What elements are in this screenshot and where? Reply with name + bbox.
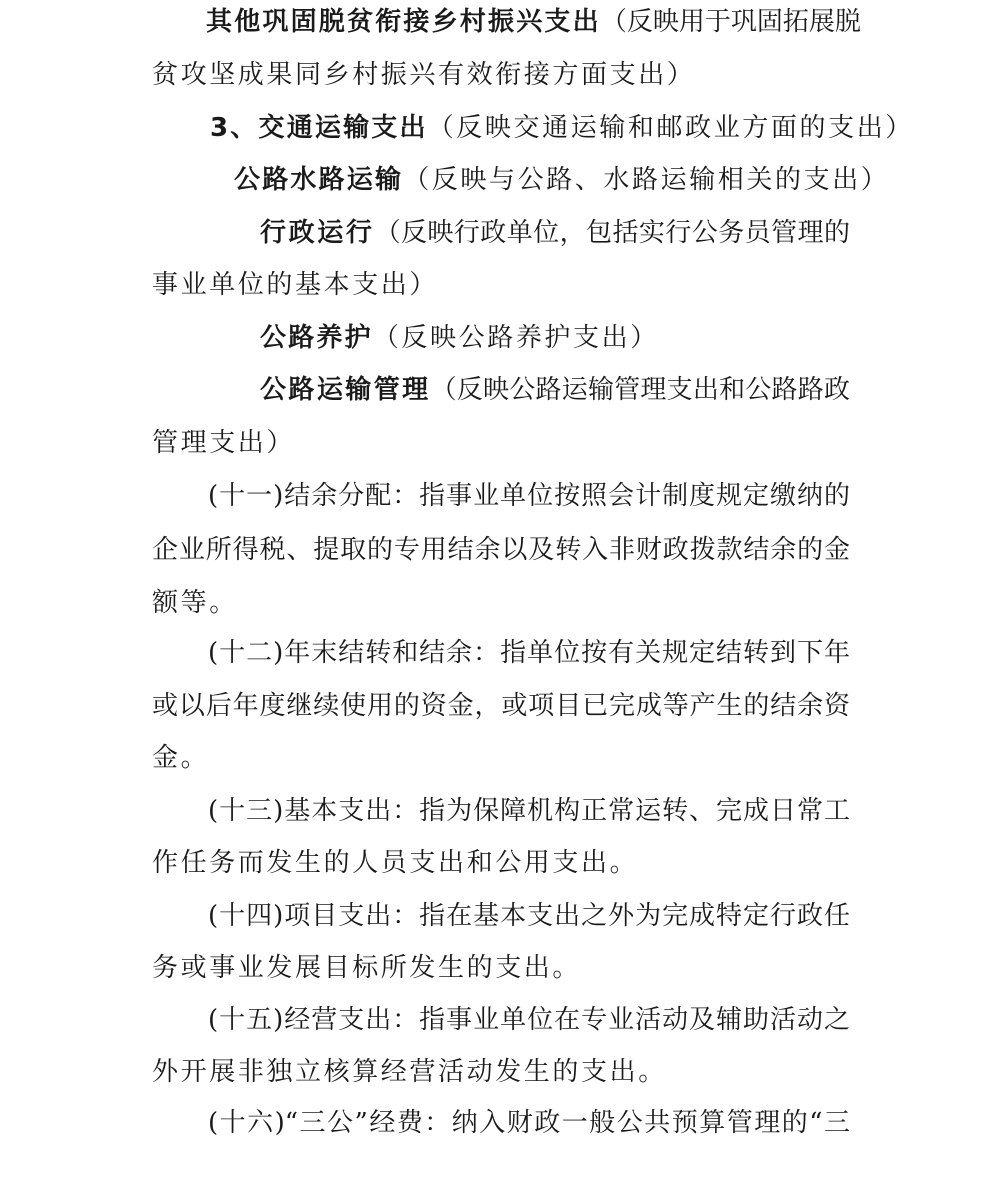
paragraph-line: (十六)“三公”经费：纳入财政一般公共预算管理的“三 [208,1108,850,1138]
paragraph-line: (十三)基本支出：指为保障机构正常运转、完成日常工 [208,796,850,826]
paragraph-line: 作任务而发生的人员支出和公用支出。 [152,848,639,878]
budget-item-continuation: 贫攻坚成果同乡村振兴有效衔接方面支出） [152,60,696,90]
paragraph-line: 企业所得税、提取的专用结余以及转入非财政拨款结余的金 [152,535,850,565]
paragraph-line: (十四)项目支出：指在基本支出之外为完成特定行政任 [208,901,850,931]
budget-item-continuation: 管理支出） [152,428,296,458]
budget-item-line [206,6,861,38]
budget-item-line [210,112,914,144]
budget-item-line [260,374,850,406]
budget-item-description: （反映用于巩固拓展脱 [600,7,861,37]
budget-item-heading: 公路运输管理 [260,375,431,405]
budget-item-line [260,322,659,354]
budget-item-heading: 公路养护 [260,323,373,353]
budget-item-description: （反映行政单位，包括实行公务员管理的 [374,218,850,248]
budget-item-continuation: 事业单位的基本支出） [152,270,439,300]
budget-item-heading: 其他巩固脱贫衔接乡村振兴支出 [206,7,601,37]
budget-item-line [260,217,850,249]
paragraph-line: (十一)结余分配：指事业单位按照会计制度规定缴纳的 [208,481,850,511]
budget-item-description: （反映与公路、水路运输相关的支出） [403,165,890,195]
budget-item-heading: 3、交通运输支出 [210,113,428,143]
paragraph-line: 务或事业发展目标所发生的支出。 [152,953,582,983]
budget-item-description: （反映公路运输管理支出和公路路政 [430,375,850,405]
budget-item-line [234,164,889,196]
budget-item-description: （反映交通运输和邮政业方面的支出） [427,113,914,143]
budget-item-description: （反映公路养护支出） [372,323,659,353]
paragraph-line: (十二)年末结转和结余：指单位按有关规定结转到下年 [208,638,850,668]
paragraph-line: 或以后年度继续使用的资金，或项目已完成等产生的结余资 [152,691,850,721]
budget-item-heading: 行政运行 [260,218,375,248]
budget-item-heading: 公路水路运输 [234,165,404,195]
paragraph-line: 金。 [152,743,210,773]
paragraph-line: 额等。 [152,588,238,618]
paragraph-line: 外开展非独立核算经营活动发生的支出。 [152,1057,667,1087]
paragraph-line: (十五)经营支出：指事业单位在专业活动及辅助活动之 [208,1005,850,1035]
